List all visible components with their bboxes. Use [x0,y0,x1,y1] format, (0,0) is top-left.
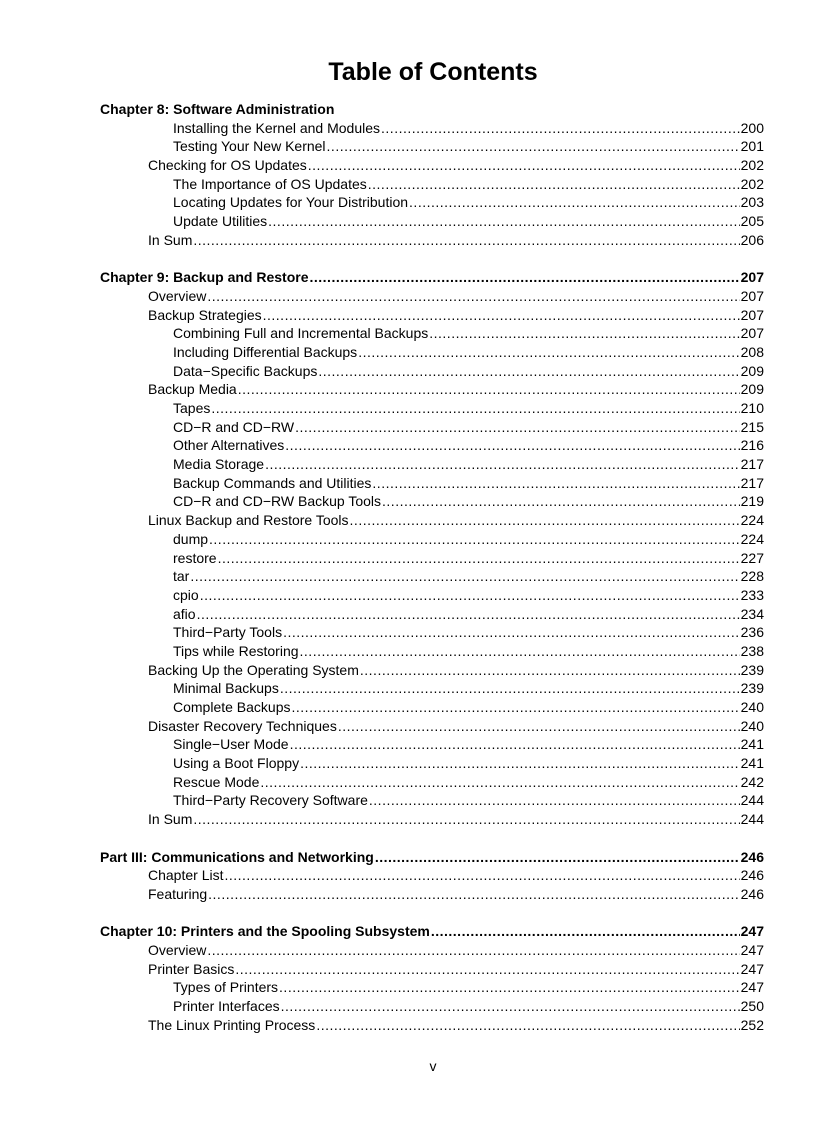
dot-leader [211,400,739,416]
dot-leader [372,475,739,491]
toc-entry-label: Backup Strategies [148,306,262,323]
toc-entry[interactable] [100,792,764,811]
toc-entry[interactable] [100,568,764,587]
toc-entry[interactable] [100,942,764,961]
toc-entry[interactable] [100,699,764,718]
toc-entry[interactable] [100,363,764,382]
toc-entry[interactable] [100,531,764,550]
toc-page-number: 240 [740,717,764,734]
dot-leader [327,138,740,154]
toc-entry-label: Backing Up the Operating System [148,661,359,678]
toc-entry-label: Complete Backups [173,699,291,715]
toc-entry[interactable] [100,624,764,643]
dot-leader [235,961,739,977]
toc-entry[interactable] [100,961,764,980]
toc-entry-label: Other Alternatives [173,437,285,454]
toc-entry[interactable] [100,475,764,494]
dot-leader [429,325,739,341]
toc-section-heading[interactable] [100,269,764,288]
dot-leader [350,512,740,528]
dot-leader [318,363,739,379]
toc-section-heading[interactable] [100,923,764,942]
toc-entry[interactable] [100,680,764,699]
toc-entry-label: Minimal Backups [173,680,279,697]
toc-entry[interactable] [100,998,764,1017]
toc-page-number: 238 [740,642,764,659]
toc-entry-label: Tips while Restoring [173,642,299,659]
toc-entry[interactable] [100,400,764,419]
toc-page-number: 250 [740,998,764,1014]
toc-entry[interactable] [100,419,764,438]
dot-leader [263,307,740,323]
toc-entry-label: Checking for OS Updates [148,157,307,174]
toc-entry-label: Including Differential Backups [173,343,358,360]
toc-entry-label: Chapter List [148,867,224,884]
dot-leader [375,849,740,865]
toc-section-title: Part III: Communications and Networking [100,848,374,865]
dot-leader [300,643,740,659]
toc-page-number: 217 [740,456,764,473]
dot-leader [224,867,739,883]
dot-leader [279,979,740,995]
toc-section-title: Chapter 8: Software Administration [100,101,335,117]
toc-entry[interactable] [100,176,764,195]
toc-entry[interactable] [100,512,764,531]
toc-page-number: 247 [740,923,764,940]
toc-entry-label: Backup Media [148,381,237,398]
toc-entry-label: afio [173,605,196,622]
toc-entry-label: Overview [148,941,207,958]
dot-leader [283,624,740,640]
toc-page-number: 206 [740,231,764,248]
dot-leader [358,344,739,360]
section-spacer [100,830,764,849]
toc-page-number: 240 [740,699,764,715]
dot-leader [369,792,740,808]
toc-page-number: 252 [740,1016,764,1033]
page-title: Table of Contents [328,58,538,86]
toc-page-number: 247 [740,941,764,958]
dot-leader [360,662,740,678]
toc-entry[interactable] [100,774,764,793]
toc-page-number: 228 [740,568,764,585]
toc-entry[interactable] [100,718,764,737]
toc-section-heading[interactable] [100,849,764,868]
toc-section-title: Chapter 9: Backup and Restore [100,269,309,286]
dot-leader [368,176,740,192]
dot-leader [207,288,739,304]
dot-leader [290,736,740,752]
toc-entry[interactable] [100,587,764,606]
toc-entry-label: Single−User Mode [173,736,289,753]
toc-page-number: 209 [740,362,764,379]
toc-page-number: 247 [740,960,764,977]
toc-page-number: 246 [740,848,764,865]
toc-entry[interactable] [100,157,764,176]
toc-entry[interactable] [100,1017,764,1036]
toc-entry[interactable] [100,456,764,475]
dot-leader [209,531,740,547]
toc-page-number: 236 [740,624,764,641]
dot-leader [193,811,739,827]
dot-leader [300,755,740,771]
dot-leader [382,493,740,509]
toc-entry-label: Overview [148,287,207,304]
dot-leader [316,1017,739,1033]
toc-page-number: 239 [740,661,764,678]
toc-page-number: 202 [740,157,764,174]
toc-page-number: 210 [740,400,764,416]
toc-entry-label: cpio [173,586,199,603]
toc-entry[interactable] [100,979,764,998]
toc-entry-label: dump [173,530,209,547]
section-spacer [100,251,764,270]
toc-entry-label: The Linux Printing Process [148,1016,316,1033]
toc-entry[interactable] [100,736,764,755]
toc-entry-label: Using a Boot Floppy [173,755,300,772]
toc-entry[interactable] [100,755,764,774]
toc-page-number: 224 [740,512,764,529]
toc-page-number: 217 [740,474,764,491]
toc-page-number: 215 [740,418,764,435]
toc-entry-label: Types of Printers [173,979,279,996]
section-spacer [100,905,764,924]
toc-entry-label: Combining Full and Incremental Backups [173,325,429,342]
toc-entry[interactable] [100,194,764,213]
toc-entry-label: Printer Basics [148,960,235,977]
toc-entry[interactable] [100,288,764,307]
toc-entry[interactable] [100,307,764,326]
toc-entry-label: Media Storage [173,456,265,473]
toc-page-number: 205 [740,213,764,230]
toc-entry-label: Backup Commands and Utilities [173,474,372,491]
toc-page-number: 201 [740,138,764,155]
dot-leader [193,232,739,248]
toc-entry-label: Update Utilities [173,213,268,230]
toc-page-number: 246 [740,885,764,902]
page-number: v [429,1058,437,1074]
toc-entry[interactable] [100,381,764,400]
toc-entry-label: Disaster Recovery Techniques [148,717,337,734]
toc-page-number: 244 [740,792,764,809]
toc-entry[interactable] [100,643,764,662]
toc-section-heading [100,101,764,120]
toc-entry-label: Tapes [173,400,211,416]
toc-entry[interactable] [100,325,764,344]
toc-entry[interactable] [100,437,764,456]
toc-entry-label: Locating Updates for Your Distribution [173,194,409,211]
toc-entry[interactable] [100,606,764,625]
toc-page-number: 219 [740,493,764,510]
toc-entry-label: Linux Backup and Restore Tools [148,512,349,529]
dot-leader [238,381,740,397]
dot-leader [409,194,740,210]
toc-page-number: 241 [740,755,764,772]
toc-entry[interactable] [100,344,764,363]
toc-entry-label: Data−Specific Backups [173,362,318,379]
toc-entry[interactable] [100,867,764,886]
toc-entry-label: Testing Your New Kernel [173,138,326,155]
toc-page-number: 207 [740,306,764,323]
dot-leader [310,269,740,285]
toc-page-number: 203 [740,194,764,211]
table-of-contents [100,101,764,1035]
toc-entry[interactable] [100,138,764,157]
toc-page-number: 242 [740,773,764,790]
dot-leader [308,157,740,173]
toc-page-number: 227 [740,549,764,566]
toc-entry-label: In Sum [148,231,193,248]
dot-leader [190,568,739,584]
dot-leader [207,942,739,958]
toc-entry[interactable] [100,811,764,830]
dot-leader [295,419,740,435]
dot-leader [292,699,740,715]
toc-page-number: 241 [740,736,764,753]
dot-leader [280,680,740,696]
toc-page-number: 246 [740,867,764,884]
toc-entry-label: tar [173,568,190,585]
toc-entry[interactable] [100,886,764,905]
dot-leader [197,606,740,622]
dot-leader [338,718,740,734]
toc-page-number: 224 [740,530,764,547]
dot-leader [265,456,740,472]
toc-entry-label: In Sum [148,811,193,828]
dot-leader [218,550,740,566]
dot-leader [200,587,740,603]
toc-page-number: 207 [740,325,764,342]
toc-entry[interactable] [100,550,764,569]
toc-entry-label: Rescue Mode [173,773,260,790]
dot-leader [281,998,740,1014]
toc-entry-label: Third−Party Tools [173,624,283,641]
toc-entry-label: Installing the Kernel and Modules [173,119,381,136]
toc-entry-label: CD−R and CD−RW [173,418,295,435]
toc-entry[interactable] [100,232,764,251]
toc-page-number: 200 [740,119,764,136]
dot-leader [431,923,740,939]
toc-entry-label: Printer Interfaces [173,998,280,1014]
toc-entry[interactable] [100,213,764,232]
toc-page-number: 207 [740,287,764,304]
toc-page-number: 244 [740,811,764,828]
toc-page-number: 233 [740,586,764,603]
dot-leader [285,437,739,453]
toc-entry-label: The Importance of OS Updates [173,175,367,192]
toc-entry-label: CD−R and CD−RW Backup Tools [173,493,382,510]
toc-page-number: 239 [740,680,764,697]
dot-leader [268,213,739,229]
toc-page-number: 209 [740,381,764,398]
toc-page-number: 234 [740,605,764,622]
dot-leader [381,120,740,136]
toc-entry[interactable] [100,120,764,139]
toc-entry-label: restore [173,549,217,566]
dot-leader [260,774,739,790]
toc-page-number: 202 [740,175,764,192]
toc-entry[interactable] [100,493,764,512]
toc-page-number: 247 [740,979,764,996]
toc-entry-label: Featuring [148,885,208,902]
toc-entry[interactable] [100,662,764,681]
toc-page-number: 216 [740,437,764,454]
toc-section-title: Chapter 10: Printers and the Spooling Subsystem [100,923,430,940]
dot-leader [208,886,739,902]
toc-page-number: 207 [740,269,764,286]
toc-entry-label: Third−Party Recovery Software [173,792,368,809]
toc-page-number: 208 [740,343,764,360]
